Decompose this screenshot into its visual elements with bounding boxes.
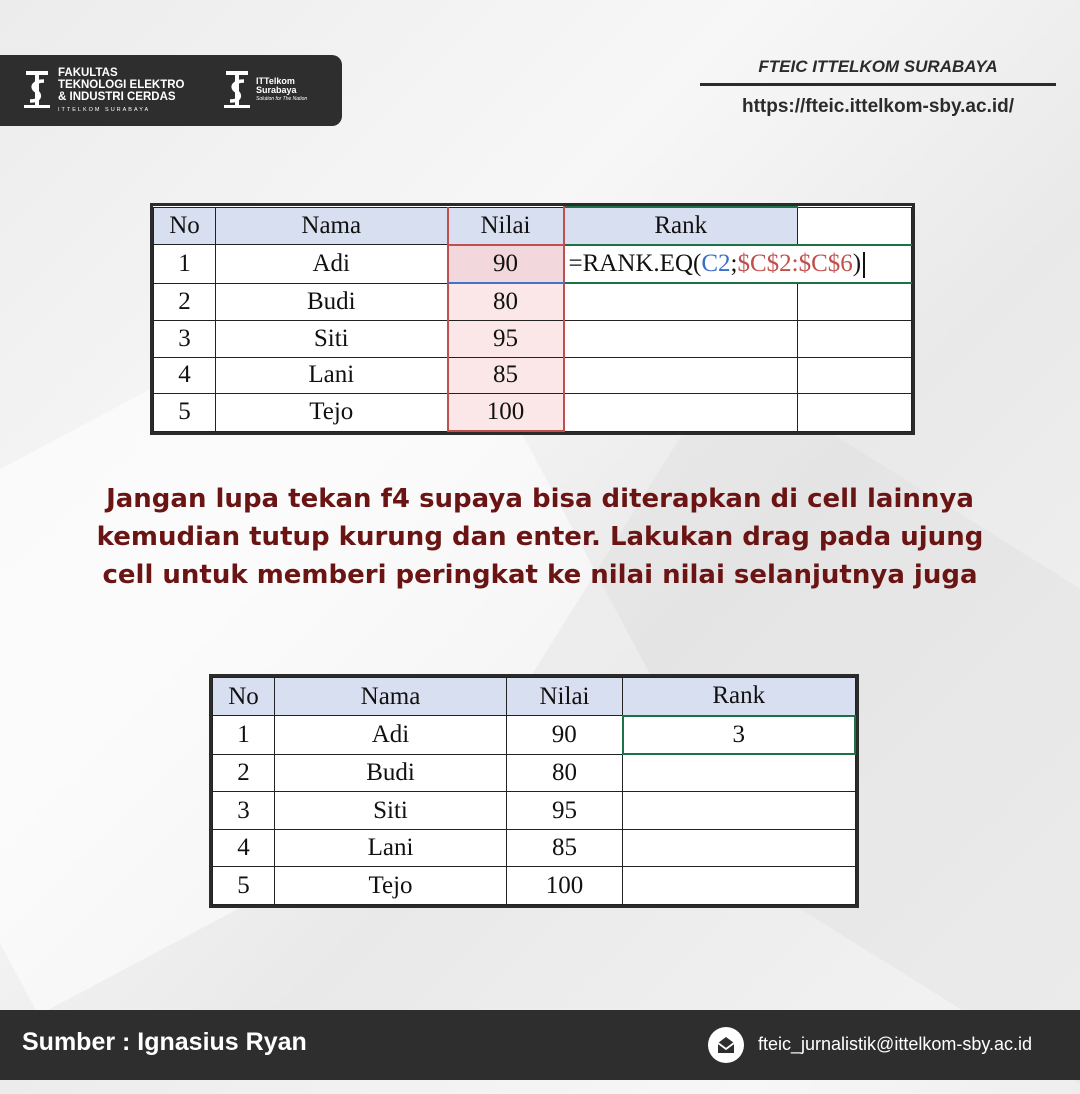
empty-cell[interactable]: [798, 357, 912, 394]
formula-suffix: ): [852, 249, 862, 277]
site-title: FTEIC ITTELKOM SURABAYA: [700, 57, 1056, 86]
institute-tagline: Solution for The Nation: [256, 96, 308, 102]
header-row: [213, 678, 856, 716]
table-row: [213, 829, 856, 867]
table-row: [154, 283, 912, 320]
cell-nama[interactable]: Siti: [216, 320, 448, 357]
cell-rank[interactable]: [564, 357, 798, 394]
header-row: [154, 207, 912, 245]
table-row: [154, 394, 912, 431]
cell-nama[interactable]: Lani: [216, 357, 448, 394]
cell-nama[interactable]: Budi: [216, 283, 448, 320]
header-cell-rank[interactable]: Rank: [564, 207, 798, 245]
cell-no[interactable]: 2: [154, 283, 216, 320]
header-cell-nilai[interactable]: Nilai: [448, 207, 564, 245]
cell-rank[interactable]: [564, 394, 798, 431]
table-row: [154, 320, 912, 357]
faculty-name: [58, 67, 185, 116]
institute-line: ITTelkom: [256, 76, 295, 86]
formula-prefix: =RANK.EQ(: [568, 249, 702, 277]
cell-nilai[interactable]: 85: [507, 829, 623, 867]
cell-nilai[interactable]: 80: [507, 754, 623, 792]
table-row: [213, 716, 856, 755]
formula-editing-cell[interactable]: [564, 245, 912, 283]
cell-nilai[interactable]: 85: [448, 357, 564, 394]
formula-ref-relative: C2: [701, 249, 731, 277]
header-cell-no[interactable]: No: [213, 678, 275, 716]
table-row: [213, 867, 856, 905]
cell-nilai[interactable]: 90: [507, 716, 623, 755]
cell-nilai[interactable]: 80: [448, 283, 564, 320]
institute-name: [256, 77, 307, 104]
cell-rank[interactable]: [623, 754, 856, 792]
table-row: [154, 357, 912, 394]
faculty-line: TEKNOLOGI ELEKTRO: [58, 79, 185, 91]
cell-nama[interactable]: Siti: [275, 792, 507, 830]
cell-no[interactable]: 4: [213, 829, 275, 867]
cell-no[interactable]: 5: [213, 867, 275, 905]
empty-cell[interactable]: [798, 394, 912, 431]
fteic-logo-icon: [22, 65, 52, 111]
cell-nilai[interactable]: 95: [507, 792, 623, 830]
cell-no[interactable]: 3: [213, 792, 275, 830]
instruction-text: Jangan lupa tekan f4 supaya bisa diterapkan di cell lainnya kemudian tutup kurung dan enter. Lakukan drag pada ujung cell untuk memberi peringkat ke nilai nilai selanjutnya juga: [96, 484, 984, 590]
cell-no[interactable]: 5: [154, 394, 216, 431]
table-row: [154, 245, 912, 283]
cell-no[interactable]: 3: [154, 320, 216, 357]
cell-nama[interactable]: Budi: [275, 754, 507, 792]
empty-cell[interactable]: [798, 320, 912, 357]
envelope-icon: [708, 1027, 744, 1063]
cell-rank[interactable]: [623, 792, 856, 830]
empty-cell[interactable]: [798, 283, 912, 320]
cell-no[interactable]: 1: [213, 716, 275, 755]
cell-rank[interactable]: [623, 867, 856, 905]
institute-line: Surabaya: [256, 85, 297, 95]
spreadsheet-result: [209, 674, 859, 908]
cell-rank[interactable]: [564, 283, 798, 320]
footer-bar: [0, 1010, 1080, 1080]
cell-nama[interactable]: Tejo: [216, 394, 448, 431]
cell-nilai[interactable]: 95: [448, 320, 564, 357]
cell-nilai[interactable]: 100: [507, 867, 623, 905]
ittelkom-logo-icon: [222, 65, 252, 111]
cell-no[interactable]: 2: [213, 754, 275, 792]
source-credit: Sumber : Ignasius Ryan: [22, 1028, 307, 1056]
faculty-subtitle: ITTELKOM SURABAYA: [58, 107, 151, 113]
empty-cell[interactable]: [798, 207, 912, 245]
text-caret: [863, 252, 865, 278]
formula-ref-absolute: $C$2:$C$6: [737, 249, 853, 277]
formula-separator: ;: [730, 249, 738, 277]
cell-nilai[interactable]: 90: [448, 245, 564, 283]
header-cell-nilai[interactable]: Nilai: [507, 678, 623, 716]
cell-nama[interactable]: Lani: [275, 829, 507, 867]
cell-rank[interactable]: [564, 320, 798, 357]
header-cell-nama[interactable]: Nama: [275, 678, 507, 716]
cell-no[interactable]: 4: [154, 357, 216, 394]
cell-nama[interactable]: Tejo: [275, 867, 507, 905]
table-row: [213, 754, 856, 792]
table-row: [213, 792, 856, 830]
faculty-line: FAKULTAS: [58, 67, 118, 79]
cell-nilai[interactable]: 100: [448, 394, 564, 431]
cell-nama[interactable]: Adi: [275, 716, 507, 755]
cell-rank-active[interactable]: 3: [623, 716, 856, 755]
site-url[interactable]: https://fteic.ittelkom-sby.ac.id/: [741, 96, 1015, 117]
institution-badge: [0, 55, 342, 126]
header-cell-no[interactable]: No: [154, 207, 216, 245]
header-cell-rank[interactable]: Rank: [623, 678, 856, 716]
cell-no[interactable]: 1: [154, 245, 216, 283]
faculty-line: & INDUSTRI CERDAS: [58, 91, 176, 103]
cell-nama[interactable]: Adi: [216, 245, 448, 283]
spreadsheet-formula-entry: [150, 203, 915, 435]
cell-rank[interactable]: [623, 829, 856, 867]
header-cell-nama[interactable]: Nama: [216, 207, 448, 245]
contact-email[interactable]: fteic_jurnalistik@ittelkom-sby.ac.id: [758, 1034, 1033, 1054]
